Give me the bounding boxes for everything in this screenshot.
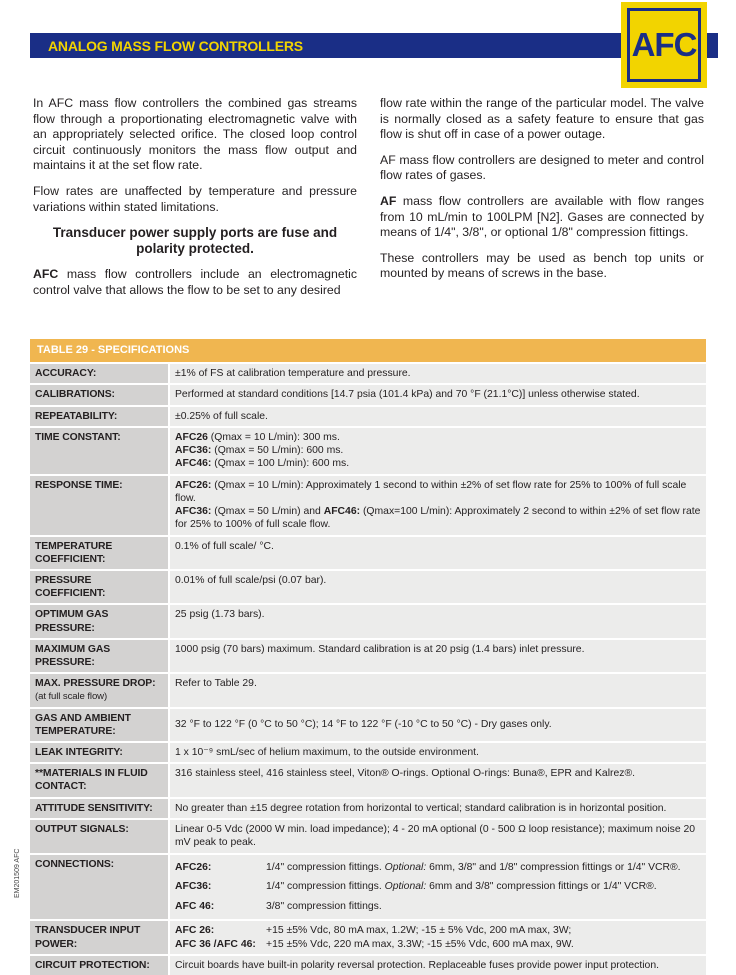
model-name: AFC 46: <box>175 900 215 912</box>
document-code: EM201509 AFC <box>14 848 21 898</box>
spec-label-note: (at full scale flow) <box>35 691 108 703</box>
model-name: AFC36: <box>175 881 212 893</box>
connection-row <box>175 877 701 897</box>
spec-value: Circuit boards have built-in polarity reversal protection. Replaceable fuses provide power input protection. <box>170 955 706 975</box>
connection-row <box>175 858 701 878</box>
paragraph: flow rate within the range of the particular model. The valve is normally closed as a safety feature to ensure that gas flow is shut off in case of a power outage. <box>380 96 704 142</box>
table-row <box>30 427 706 475</box>
section-title: ANALOG MASS FLOW CONTROLLERS <box>48 38 303 54</box>
table-row <box>30 819 706 854</box>
spec-text <box>266 858 681 878</box>
spec-text: +15 ±5% Vdc, 80 mA max, 1.2W; -15 ± 5% Vdc, 200 mA max, 3W; <box>266 925 572 937</box>
afc-logo-text: AFC <box>631 26 697 63</box>
table-row <box>30 604 706 638</box>
spec-value: ±0.25% of full scale. <box>170 406 706 427</box>
power-row <box>175 938 701 951</box>
spec-value: 32 °F to 122 °F (0 °C to 50 °C); 14 °F to 122 °F (-10 °C to 50 °C) - Dry gases only. <box>170 708 706 742</box>
spec-text-part: 1/4" compression fittings. <box>266 861 385 873</box>
paragraph <box>380 194 704 241</box>
spec-value: 1 x 10⁻⁹ smL/sec of helium maximum, to the outside environment. <box>170 742 706 763</box>
spec-value: 0.01% of full scale/psi (0.07 bar). <box>170 570 706 604</box>
spec-value: 316 stainless steel, 416 stainless steel, Viton® O-rings. Optional O-rings: Buna®, EPR and Kalrez®. <box>170 763 706 797</box>
model-name: AFC 36 /AFC 46: <box>175 938 256 950</box>
table-row <box>30 406 706 427</box>
spec-text: (Qmax = 50 L/min): 600 ms. <box>211 445 344 457</box>
spec-text-part: 1/4" compression fittings. <box>266 881 385 893</box>
spec-value: Refer to Table 29. <box>170 673 706 707</box>
spec-text-part: 6mm and 3/8" compression fittings or 1/4" VCR®. <box>426 881 657 893</box>
spec-label: TRANSDUCER INPUT POWER: <box>30 920 168 954</box>
bold-term: AFC <box>33 267 59 282</box>
afc-logo <box>621 2 707 88</box>
table-row <box>30 742 706 763</box>
table-row <box>30 955 706 975</box>
table-row <box>30 570 706 604</box>
table-row <box>30 639 706 673</box>
spec-value: Performed at standard conditions [14.7 psia (101.4 kPa) and 70 °F (21.1°C)] unless otherwise stated. <box>170 384 706 405</box>
spec-value: 25 psig (1.73 bars). <box>170 604 706 638</box>
model-name: AFC26: <box>175 479 212 491</box>
spec-label: CONNECTIONS: <box>30 854 168 921</box>
model-name: AFC26: <box>175 861 212 873</box>
optional-label: Optional: <box>384 861 427 873</box>
table-title: TABLE 29 - SPECIFICATIONS <box>30 339 706 363</box>
spec-label: CIRCUIT PROTECTION: <box>30 955 168 975</box>
paragraph-text: mass flow controllers include an electromagnetic control valve that allows the flow to be set to any desired <box>33 267 357 297</box>
model-name: AFC 26: <box>175 925 215 937</box>
model-name: AFC46: <box>323 506 361 518</box>
paragraph: Flow rates are unaffected by temperature and pressure variations within stated limitations. <box>33 183 357 214</box>
spec-label: REPEATABILITY: <box>30 406 168 427</box>
power-row <box>175 924 701 937</box>
spec-text: (Qmax=100 L/min): Approximately 2 second to within ±2% of set flow rate for 25% to 100% of full scale flow. <box>175 506 701 531</box>
paragraph <box>33 267 357 298</box>
table-row <box>30 854 706 921</box>
spec-label: RESPONSE TIME: <box>30 475 168 536</box>
paragraph: In AFC mass flow controllers the combined gas streams flow through a proportionating electromagnetic valve with an appropriately selected orifice. The closed loop control circuit continuously monitors the mass flow output and maintains it at the set flow rate. <box>33 96 357 173</box>
model-name: AFC36: <box>175 445 212 457</box>
spec-value <box>170 427 706 475</box>
specifications-table <box>30 339 706 975</box>
spec-line <box>175 431 701 444</box>
spec-value <box>170 920 706 954</box>
spec-label: ATTITUDE SENSITIVITY: <box>30 798 168 819</box>
spec-text: +15 ±5% Vdc, 220 mA max, 3.3W; -15 ±5% Vdc, 600 mA max, 9W. <box>266 938 574 950</box>
spec-text: 3/8" compression fittings. <box>266 900 382 912</box>
spec-line <box>175 505 701 531</box>
spec-label <box>30 673 168 707</box>
spec-label: CALIBRATIONS: <box>30 384 168 405</box>
spec-text-part: 6mm, 3/8" and 1/8" compression fittings or 1/4" VCR®. <box>426 861 681 873</box>
spec-line <box>175 444 701 457</box>
spec-text: (Qmax = 10 L/min): 300 ms. <box>207 431 340 443</box>
spec-value <box>170 475 706 536</box>
table-row <box>30 708 706 742</box>
spec-label: ACCURACY: <box>30 363 168 384</box>
spec-line <box>175 479 701 505</box>
spec-text: (Qmax = 10 L/min): Approximately 1 second to within ±2% of set flow rate for 25% to 100% of full scale flow. <box>175 479 687 505</box>
spec-label-text: MAX. PRESSURE DROP: <box>35 678 156 690</box>
optional-label: Optional: <box>384 881 427 893</box>
spec-label: **MATERIALS IN FLUID CONTACT: <box>30 763 168 797</box>
spec-text: (Qmax = 100 L/min): 600 ms. <box>211 458 350 470</box>
model-name: AFC26 <box>175 431 208 443</box>
paragraph-text: mass flow controllers are available with flow ranges from 10 mL/min to 100LPM [N2]. Gases are connected by means of 1/4", 3/8", or optional 1/8" compression fittings. <box>380 193 704 240</box>
spec-value: No greater than ±15 degree rotation from horizontal to vertical; standard calibration is in horizontal position. <box>170 798 706 819</box>
table-row <box>30 920 706 954</box>
spec-label: GAS AND AMBIENT TEMPERATURE: <box>30 708 168 742</box>
text-column-right <box>380 96 704 292</box>
paragraph: AF mass flow controllers are designed to meter and control flow rates of gases. <box>380 152 704 183</box>
spec-label: OUTPUT SIGNALS: <box>30 819 168 854</box>
bold-term: AF <box>380 193 397 208</box>
spec-label: MAXIMUM GAS PRESSURE: <box>30 639 168 673</box>
table-row <box>30 536 706 570</box>
spec-value: 0.1% of full scale/ °C. <box>170 536 706 570</box>
spec-label: TEMPERATURE COEFFICIENT: <box>30 536 168 570</box>
spec-value: 1000 psig (70 bars) maximum. Standard calibration is at 20 psig (1.4 bars) inlet pressure. <box>170 639 706 673</box>
afc-logo-frame <box>627 8 701 82</box>
spec-value <box>170 854 706 921</box>
spec-label: TIME CONSTANT: <box>30 427 168 475</box>
spec-line <box>175 457 701 470</box>
spec-value: Linear 0-5 Vdc (2000 W min. load impedance); 4 - 20 mA optional (0 - 500 Ω loop resistance); maximum noise 20 mV peak to peak. <box>170 819 706 854</box>
model-name: AFC36: <box>175 506 212 518</box>
callout-text: Transducer power supply ports are fuse and polarity protected. <box>52 225 338 257</box>
connection-row <box>175 897 701 917</box>
spec-value: ±1% of FS at calibration temperature and pressure. <box>170 363 706 384</box>
section-title-bar <box>30 33 718 58</box>
spec-label: LEAK INTEGRITY: <box>30 742 168 763</box>
model-name: AFC46: <box>175 458 212 470</box>
table-header-row <box>30 339 706 363</box>
spec-text: (Qmax = 50 L/min) and <box>211 506 324 518</box>
spec-label: PRESSURE COEFFICIENT: <box>30 570 168 604</box>
text-column-left <box>33 96 357 308</box>
spec-label: OPTIMUM GAS PRESSURE: <box>30 604 168 638</box>
paragraph: These controllers may be used as bench top units or mounted by means of screws in the base. <box>380 250 704 281</box>
table-row <box>30 798 706 819</box>
table-row <box>30 475 706 536</box>
table-row <box>30 763 706 797</box>
table-row <box>30 384 706 405</box>
table-row <box>30 673 706 707</box>
table-row <box>30 363 706 384</box>
spec-text <box>266 877 657 897</box>
